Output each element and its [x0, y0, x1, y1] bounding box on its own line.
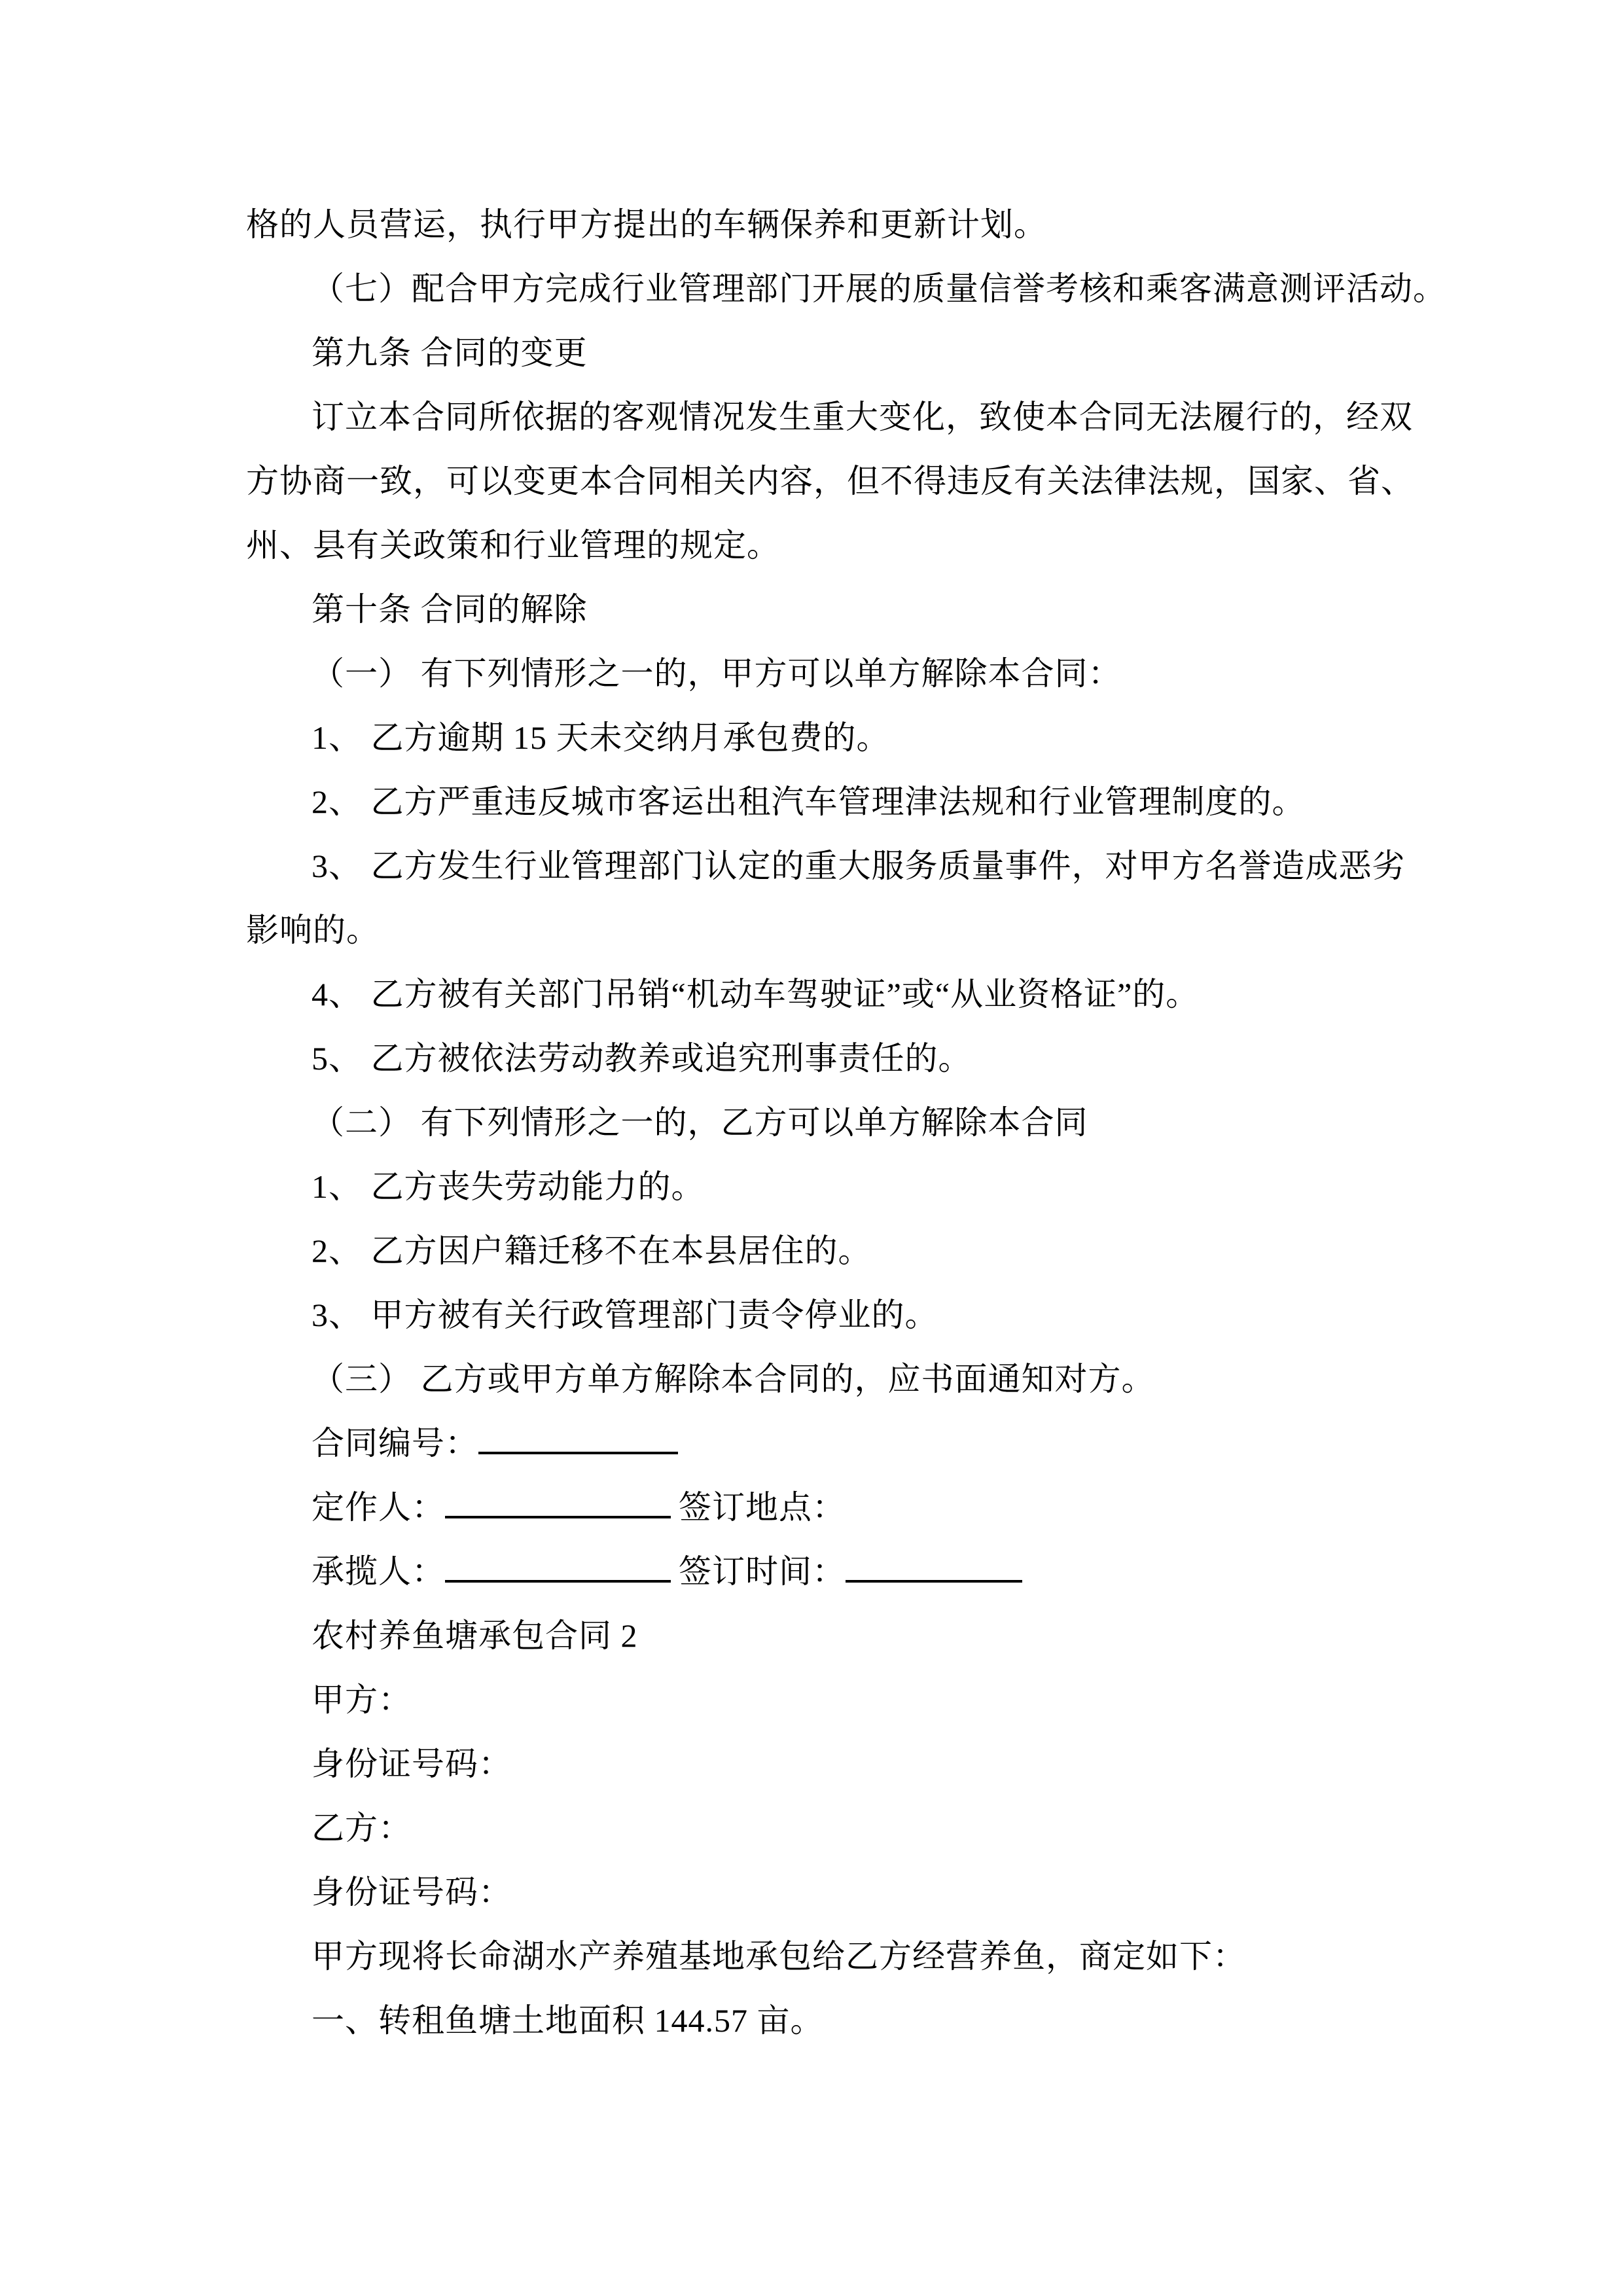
text-line	[246, 898, 1431, 962]
text-run: （一） 有下列情形之一的，甲方可以单方解除本合同：	[312, 655, 1122, 692]
text-line	[246, 1347, 1431, 1411]
text-line	[246, 1732, 1431, 1796]
text-run: 2、 乙方严重违反城市客运出租汽车管理津法规和行业管理制度的。	[312, 783, 1306, 820]
blank-underline	[846, 1549, 1022, 1583]
text-run: 1、 乙方逾期 15 天未交纳月承包费的。	[312, 719, 890, 756]
text-run: 农村养鱼塘承包合同 2	[312, 1617, 638, 1654]
text-run: 影响的。	[246, 912, 380, 948]
blank-underline	[445, 1484, 671, 1518]
text-line	[246, 1539, 1431, 1604]
text-run: 定作人：	[312, 1489, 445, 1526]
text-line	[246, 1090, 1431, 1155]
text-run: （七）配合甲方完成行业管理部门开展的质量信誉考核和乘客满意测评活动。	[312, 270, 1446, 307]
text-line	[246, 1860, 1431, 1924]
text-line	[246, 1475, 1431, 1539]
text-line	[246, 1796, 1431, 1860]
text-run: 方协商一致，可以变更本合同相关内容，但不得违反有关法律法规，国家、省、	[246, 463, 1414, 499]
text-line	[246, 706, 1431, 770]
text-run: 甲方：	[312, 1681, 412, 1718]
text-run: 承揽人：	[312, 1553, 445, 1590]
text-run: 身份证号码：	[312, 1746, 512, 1782]
text-run: 5、 乙方被依法劳动教养或追究刑事责任的。	[312, 1040, 972, 1077]
text-run: 签订时间：	[679, 1553, 846, 1590]
text-run: 3、 甲方被有关行政管理部门责令停业的。	[312, 1297, 938, 1333]
text-line	[246, 513, 1431, 577]
text-run: （三） 乙方或甲方单方解除本合同的，应书面通知对方。	[312, 1361, 1155, 1397]
text-run: 订立本合同所依据的客观情况发生重大变化，致使本合同无法履行的，经双	[312, 399, 1413, 435]
text-line	[246, 257, 1446, 321]
blank-underline	[478, 1420, 678, 1454]
text-run: 合同编号：	[312, 1425, 478, 1462]
text-line	[246, 641, 1431, 706]
text-run: 第十条 合同的解除	[312, 591, 588, 628]
text-line	[246, 1988, 1431, 2053]
text-line	[246, 834, 1431, 898]
text-run: 一、转租鱼塘土地面积 144.57 亩。	[312, 2002, 824, 2039]
text-line	[246, 192, 1431, 257]
text-line	[246, 1604, 1431, 1668]
text-run: 签订地点：	[679, 1489, 846, 1526]
text-line	[246, 577, 1431, 641]
text-run: 4、 乙方被有关部门吊销“机动车驾驶证”或“从业资格证”的。	[312, 976, 1200, 1013]
text-run: 甲方现将长命湖水产养殖基地承包给乙方经营养鱼，商定如下：	[312, 1938, 1246, 1975]
text-run: 格的人员营运，执行甲方提出的车辆保养和更新计划。	[246, 206, 1047, 243]
text-line	[246, 1411, 1431, 1475]
text-run: 乙方：	[312, 1810, 412, 1846]
text-line	[246, 1219, 1431, 1283]
text-line	[246, 321, 1431, 385]
text-run: 1、 乙方丧失劳动能力的。	[312, 1168, 705, 1205]
text-run: 第九条 合同的变更	[312, 334, 588, 371]
text-run: 3、 乙方发生行业管理部门认定的重大服务质量事件，对甲方名誉造成恶劣	[312, 848, 1406, 884]
blank-underline	[445, 1549, 671, 1583]
contract-text-block	[246, 192, 1446, 2053]
text-line	[246, 1668, 1431, 1732]
text-line	[246, 385, 1431, 449]
text-line	[246, 1026, 1431, 1090]
text-line	[246, 770, 1431, 834]
text-line	[246, 962, 1431, 1026]
text-line	[246, 1283, 1431, 1347]
text-run: 2、 乙方因户籍迁移不在本县居住的。	[312, 1232, 872, 1269]
text-run: 州、县有关政策和行业管理的规定。	[246, 527, 780, 564]
text-run: （二） 有下列情形之一的，乙方可以单方解除本合同	[312, 1104, 1088, 1141]
text-run: 身份证号码：	[312, 1874, 512, 1910]
text-line	[246, 449, 1431, 513]
text-line	[246, 1155, 1431, 1219]
text-line	[246, 1924, 1431, 1988]
